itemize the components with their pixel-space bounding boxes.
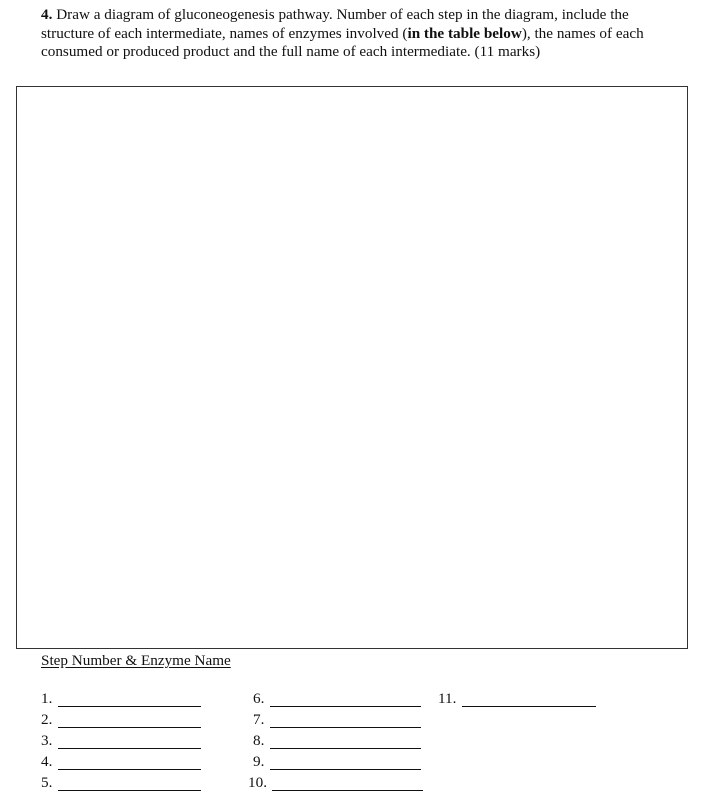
step-5-blank[interactable] [58,790,201,791]
step-3-label: 3. [41,732,53,749]
step-4-label: 4. [41,753,53,770]
question-number: 4. [41,6,53,23]
step-1-blank[interactable] [58,706,201,707]
step-10 [248,774,267,792]
step-9-blank[interactable] [270,769,421,770]
step-7-blank[interactable] [270,727,421,728]
question-text [41,6,681,62]
table-heading: Step Number & Enzyme Name [41,652,231,669]
step-7-label: 7. [253,711,265,728]
step-4 [41,753,52,771]
step-2-blank[interactable] [58,727,201,728]
question-text-part-1: Draw a diagram of gluconeogenesis pathway. Number of each step in the diagram, include the structure of each intermediate, names of enzymes involved ( [41,6,629,42]
step-6-blank[interactable] [270,706,421,707]
step-3 [41,732,52,750]
step-10-label: 10. [248,774,267,791]
step-2 [41,711,52,729]
question-text-part-2: ), the names of each consumed or produced product and the full name of each intermediate. (11 marks) [41,24,644,60]
step-5 [41,774,52,792]
step-9 [253,753,264,771]
step-4-blank[interactable] [58,769,201,770]
step-6-label: 6. [253,690,265,707]
step-2-label: 2. [41,711,53,728]
step-8-blank[interactable] [270,748,421,749]
step-11-blank[interactable] [462,706,596,707]
step-8-label: 8. [253,732,265,749]
step-7 [253,711,264,729]
step-10-blank[interactable] [272,790,423,791]
step-3-blank[interactable] [58,748,201,749]
step-11-label: 11. [438,690,457,707]
step-1-label: 1. [41,690,53,707]
question-bold-text: in the table below [407,24,522,42]
step-6 [253,690,264,708]
step-9-label: 9. [253,753,265,770]
diagram-answer-box[interactable] [16,86,688,649]
step-11 [438,690,456,708]
step-5-label: 5. [41,774,53,791]
step-8 [253,732,264,750]
step-1 [41,690,52,708]
